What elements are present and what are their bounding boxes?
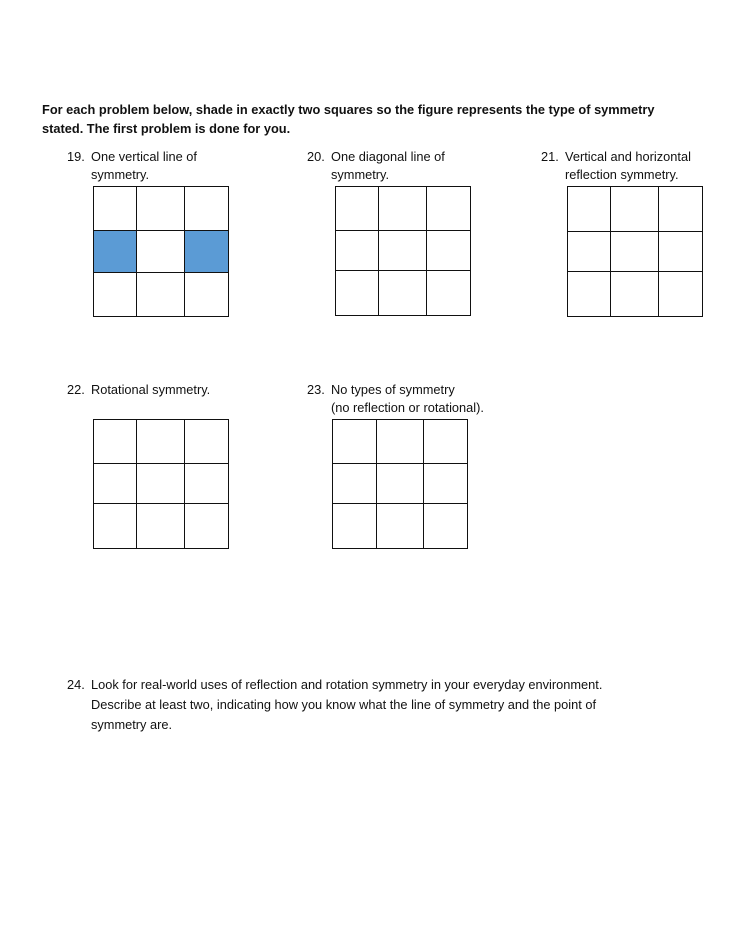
grid-line [94, 463, 228, 464]
grid-line [426, 187, 427, 315]
problem-text-line2: reflection symmetry. [565, 167, 679, 182]
grid-line [184, 187, 185, 316]
problem-number: 22. [67, 382, 85, 397]
problem-number: 19. [67, 149, 85, 164]
problem-21 [541, 148, 721, 188]
problem-22 [67, 381, 267, 401]
grid-line [423, 420, 424, 548]
problem-number: 20. [307, 149, 325, 164]
grid-line [610, 187, 611, 316]
grid-20[interactable] [335, 186, 471, 316]
problem-text-line1: Rotational symmetry. [91, 382, 211, 397]
question-number: 24. [67, 677, 85, 692]
shaded-cell-middle-left[interactable] [94, 230, 137, 272]
grid-line [568, 271, 702, 272]
grid-line [376, 420, 377, 548]
grid-line [184, 420, 185, 548]
grid-line [658, 187, 659, 316]
grid-line [136, 187, 137, 316]
grid-line [94, 503, 228, 504]
question-text-line2: Describe at least two, indicating how you know what the line of symmetry and the point of [91, 697, 597, 712]
problem-23 [307, 381, 527, 421]
question-text-line1: Look for real-world uses of reflection and rotation symmetry in your everyday environment. [91, 677, 603, 692]
problem-19 [67, 148, 267, 188]
grid-line [136, 420, 137, 548]
grid-line [333, 503, 467, 504]
grid-22[interactable] [93, 419, 229, 549]
problem-text-line2: symmetry. [91, 167, 150, 182]
question-text-line3: symmetry are. [91, 717, 173, 732]
instructions: For each problem below, shade in exactly two squares so the figure represents the type of symmetry stated. The first problem is done for you. [42, 102, 655, 136]
problem-text-line1: No types of symmetry [331, 382, 455, 397]
grid-line [378, 187, 379, 315]
grid-line [336, 270, 470, 271]
shaded-cell-middle-right[interactable] [184, 230, 228, 272]
grid-19[interactable] [93, 186, 229, 317]
grid-line [568, 231, 702, 232]
grid-line [94, 230, 228, 231]
problem-text-line1: Vertical and horizontal [565, 149, 691, 164]
problem-number: 23. [307, 382, 325, 397]
grid-23[interactable] [332, 419, 468, 549]
problem-text-line1: One diagonal line of [331, 149, 445, 164]
problem-number: 21. [541, 149, 559, 164]
problem-text-line2: symmetry. [331, 167, 390, 182]
grid-21[interactable] [567, 186, 703, 317]
problem-text-line2: (no reflection or rotational). [331, 400, 484, 415]
grid-line [333, 463, 467, 464]
question-24 [67, 675, 687, 735]
problem-text-line1: One vertical line of [91, 149, 197, 164]
grid-line [336, 230, 470, 231]
problem-20 [307, 148, 507, 188]
grid-line [94, 272, 228, 273]
